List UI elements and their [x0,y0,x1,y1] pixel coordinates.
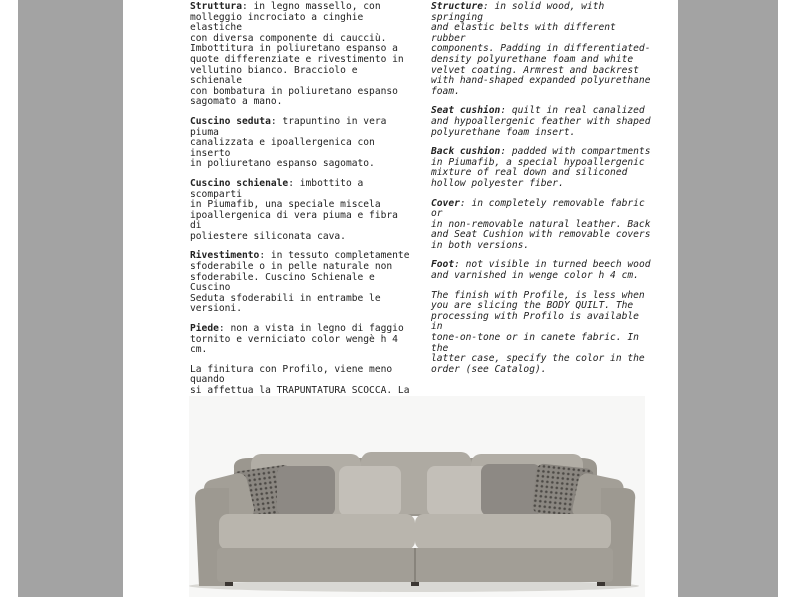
spec-text: : quilt in real canalized and hypoallergenic feather with shaped polyurethane foam insert. [431,105,651,138]
spec-paragraph-finish-en [431,291,653,376]
spec-text: : trapuntino in vera piuma canalizzata e ipoallergenica con inserto in poliuretano espanso sagomato. [190,115,387,170]
spec-paragraph-seat-en [431,106,653,138]
spec-paragraph-foot-it [190,324,412,356]
english-column [431,2,653,384]
patterned-pillow [481,464,541,516]
viewer-gutter-left [18,0,123,597]
viewer-gutter-right [678,0,778,597]
sofa-photo [189,396,645,597]
spec-label: Cuscino seduta [190,115,271,127]
spec-label: Piede [190,323,219,335]
spec-text: : padded with compartments in Piumafib, a special hypoallergenic mixture of real down and siliconed hollow polyester fiber. [431,146,651,189]
spec-paragraph-cover-en [431,199,653,252]
spec-label: Structure [431,1,483,12]
seat-cushion [219,514,415,550]
screen-edge-right [778,0,796,597]
spec-paragraph-foot-en [431,260,653,281]
spec-text: : in solid wood, with springing and elastic belts with different rubber components. Padding in differentiated- density polyurethane foam and white velvet coating. Armrest and backrest with hand-shaped expanded polyurethane foam. [431,1,651,97]
spec-text: : imbottito a scomparti in Piumafib, una speciale miscela ipoallergenica di vera piuma e fibra di poliestere siliconata cava. [190,177,398,242]
screen-edge-left [0,0,18,597]
spec-label: Back cushion [431,146,501,158]
spec-paragraph-back-en [431,147,653,189]
patterned-pillow [277,466,335,516]
spec-text: The finish with Profile, is less when you are slicing the BODY QUILT. The processing with Profilo is available in tone-on-tone or in canete fabric. In the latter case, specify the color in the order (see Catalog). [431,289,645,375]
spec-label: Rivestimento [190,250,260,262]
spec-label: Cuscino schienale [190,177,289,189]
spec-label: Foot [431,259,455,271]
spec-text: : in completely removable fabric or in non-removable natural leather. Back and Seat Cushion with removable covers in both versions. [431,197,651,251]
spec-paragraph-structure-en [431,2,653,97]
spec-paragraph-cover-it [190,251,412,315]
spec-text: La finitura con Profilo, viene meno quando si affettua la TRAPUNTATURA SCOCCA. La [190,363,410,396]
spec-paragraph-structure-it [190,2,412,108]
sofa-illustration [189,396,645,597]
plain-pillow [427,466,489,516]
spec-text: : in legno massello, con molleggio incrociato a cinghie elastiche con diversa componente di caucciù. Imbottitura in poliuretano espanso a quote differenziate e rivestimento in vellutino bianco. Bracciolo e schienale con bombatura in poliuretano espanso sagomato a mano. [190,1,404,108]
spec-paragraph-seat-it [190,117,412,170]
spec-label: Seat cushion [431,105,501,117]
spec-label: Cover [431,197,460,209]
spec-label: Struttura [190,1,242,12]
sofa-foot [411,582,419,586]
plain-pillow [339,466,401,516]
spec-paragraph-back-it [190,179,412,243]
sofa-foot [225,582,233,586]
sofa-foot [597,582,605,586]
seat-cushion [415,514,611,550]
spec-text: : in tessuto completamente sfoderabile o in pelle naturale non sfoderabile. Cuscino Schienale e Cuscino Seduta sfoderabili in entrambe le versioni. [190,250,410,315]
spec-text: : not visible in turned beech wood and varnished in wenge color h 4 cm. [431,259,651,282]
spec-text: : non a vista in legno di faggio tornito e verniciato color wengè h 4 cm. [190,323,404,356]
